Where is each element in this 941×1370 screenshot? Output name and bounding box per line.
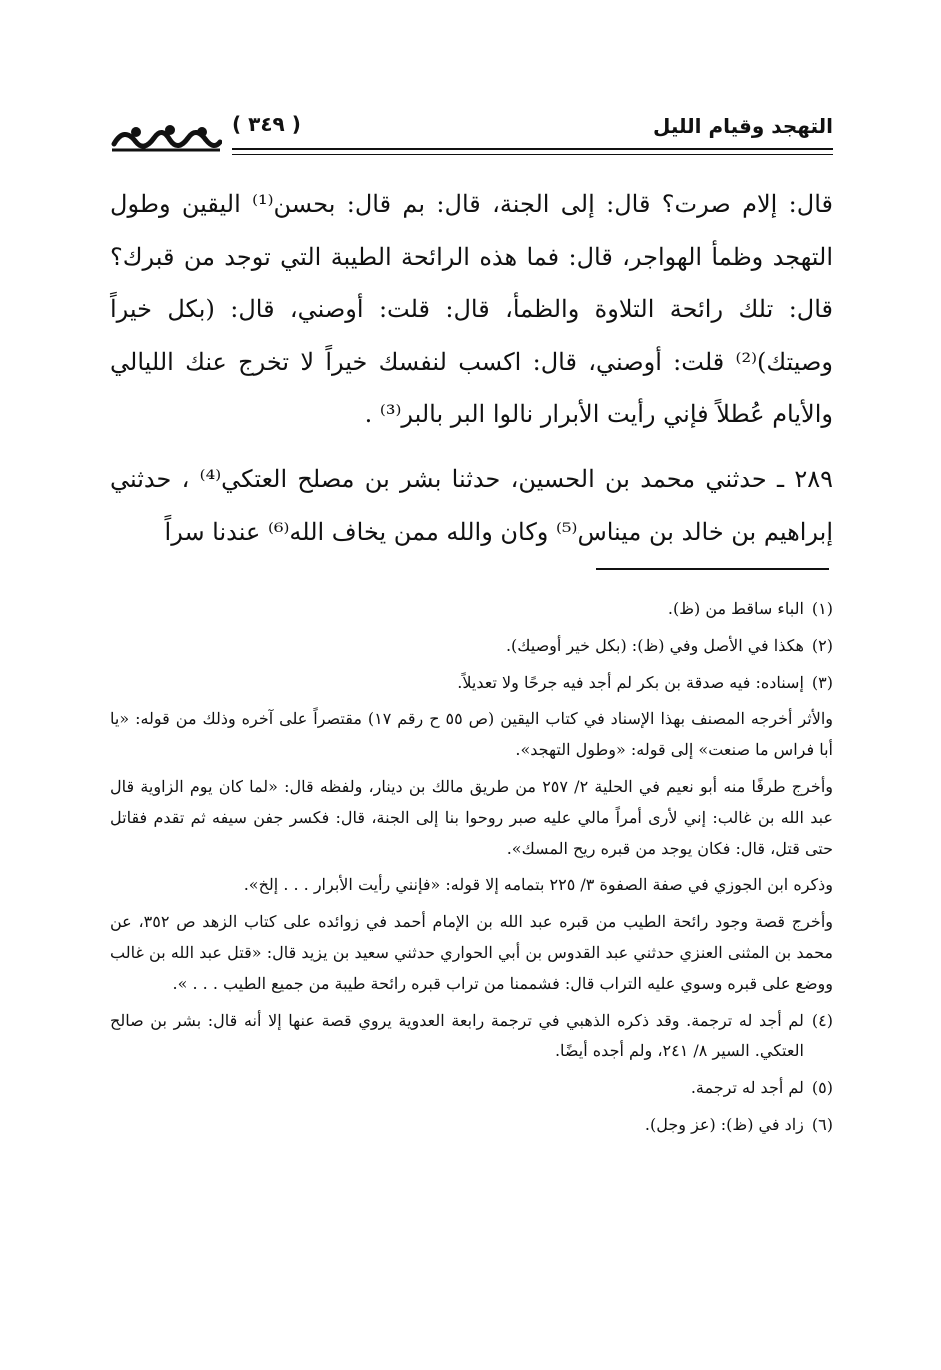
footnote-paragraph: والأثر أخرجه المصنف بهذا الإسناد في كتاب اليقين (ص ٥٥ ح رقم ١٧) مقتصراً على آخره وذلك من قوله: «يا أبا فراس ما صنعت» إلى قوله: «وطول التهجد». <box>110 709 834 760</box>
page-header <box>110 108 833 156</box>
footnote <box>110 594 833 625</box>
footnote-text <box>110 1006 804 1068</box>
footnote-paragraph: وأخرج قصة وجود رائحة الطيب من قبره عبد الله بن الإمام أحمد في زوائده على كتاب الزهد ص ٣٥٢، عن محمد بن المثنى العنزي حدثني عبد القدوس بن أبي الحواري حدثني سعيد بن يزيد قال: «قتل عبد الله بن غالب ووضع على قبره وسوي عليه التراب قال: فشممنا من تراب قبره رائحة طيبة من جميع الطيب . . . ». <box>110 912 833 993</box>
footnote <box>110 1110 833 1141</box>
footnote-paragraph: الباء ساقط من (ظ). <box>667 599 804 618</box>
footnote-text <box>110 668 804 699</box>
footnote <box>110 1073 833 1104</box>
footnote-text <box>110 1073 804 1104</box>
footnote <box>110 668 833 699</box>
footnote <box>110 1006 833 1068</box>
footnote-number: (٢) <box>811 635 833 655</box>
footnote-text <box>110 594 804 625</box>
footnote-paragraph: هكذا في الأصل وفي (ظ): (بكل خير أوصيك). <box>505 635 804 655</box>
main-paragraph: ٢٨٩ ـ حدثني محمد بن الحسين، حدثنا بشر بن مصلح العتكي⁽⁴⁾ ، حدثني إبراهيم بن خالد بن ميناس⁽⁵⁾ وكان والله ممن يخاف الله⁽⁶⁾ عندنا سراً <box>110 464 833 546</box>
footnote-paragraph: لم أجد له ترجمة. وقد ذكره الذهبي في ترجمة رابعة العدوية يروي قصة عنها إلا أنه قال: بشر بن صالح العتكي. السير ٨/ ٢٤١، ولم أجده أيضًا. <box>110 1010 804 1061</box>
footnote-paragraph: لم أجد له ترجمة. <box>690 1078 804 1098</box>
footnote-number: (٦) <box>811 1114 833 1134</box>
header-ornament-icon <box>110 116 222 156</box>
footnotes <box>110 594 833 1147</box>
footnote-paragraph: زاد في (ظ): (عز وجل). <box>644 1114 804 1134</box>
footnote-number: (٤) <box>811 1010 833 1030</box>
footnote-paragraph: إسناده: فيه صدقة بن بكر لم أجد فيه جرحًا ولا تعديلاً. <box>457 672 804 692</box>
running-title: التهجد وقيام الليل <box>652 114 833 138</box>
main-paragraph: قال: إلام صرت؟ قال: إلى الجنة، قال: بم قال: بحسن⁽¹⁾ اليقين وطول التهجد وظمأ الهواجر، قال: فما هذه الرائحة الطيبة التي توجد من قبرك؟ قال: تلك رائحة التلاوة والظمأ، قال: قلت: أوصني، قال: (بكل خيراً وصيتك)⁽²⁾ قلت: أوصني، قال: اكسب لنفسك خيراً لا تخرج عنك الليالي والأيام عُطلاً فإني رأيت الأبرار نالوا البر بالبر⁽³⁾ . <box>110 190 833 429</box>
header-rule-thin <box>232 154 833 155</box>
footnote-paragraph: وذكره ابن الجوزي في صفة الصفوة ٣/ ٢٢٥ بتمامه إلا قوله: «فإنني رأيت الأبرار . . . إلخ». <box>243 875 833 895</box>
footnote-number: (٣) <box>811 672 833 692</box>
footnote-number: (٥) <box>811 1078 833 1098</box>
footnote-number: (١) <box>811 599 833 618</box>
header-rule <box>232 148 833 150</box>
footnote-paragraph: وأخرج طرفًا منه أبو نعيم في الحلية ٢/ ٢٥٧ من طريق مالك بن دينار، ولفظه قال: «لما كان يوم الزاوية قال عبد الله بن غالب: إني لأرى أمراً مالي عليه صبر روحوا بنا إلى الجنة، قال: فكسر جفن سيفه ثم تقدم فقاتل حتى قتل، قال: فكان يوجد من قبره ريح المسك». <box>110 776 833 858</box>
footnote-text <box>110 1110 804 1141</box>
footnote-text <box>110 631 804 662</box>
footnote-3-continuation <box>110 704 833 999</box>
page-number: ( ٣٤٩ ) <box>232 112 301 136</box>
footnote <box>110 631 833 662</box>
footnote-separator <box>596 568 829 570</box>
main-text <box>110 178 833 558</box>
